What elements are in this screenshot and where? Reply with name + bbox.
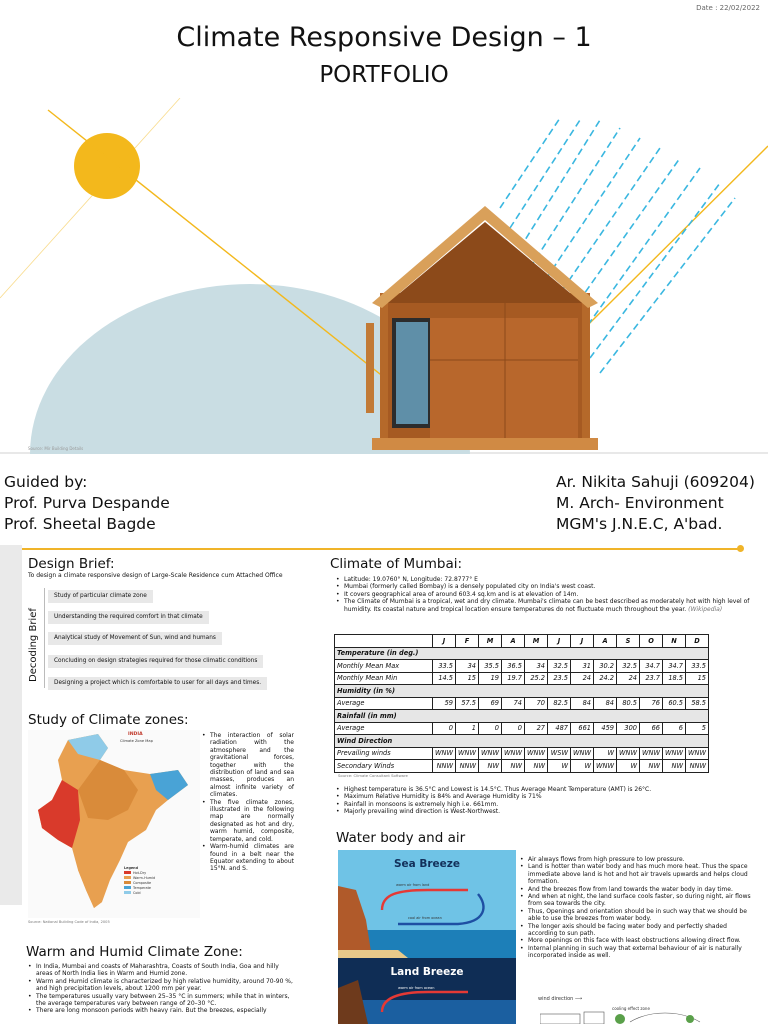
table-cell: WNW (502, 747, 525, 760)
table-cell: 69 (479, 697, 502, 710)
legend-label: Composite (133, 881, 152, 885)
table-cell: 24 (571, 672, 594, 685)
map-subtitle: Climate Zone Map (120, 739, 153, 743)
table-cell: 34.7 (640, 660, 663, 673)
table-cell: 15 (456, 672, 479, 685)
table-cell: WSW (548, 747, 571, 760)
table-cell: 15 (686, 672, 709, 685)
table-section-row (335, 735, 709, 748)
table-cell: 33.5 (433, 660, 456, 673)
climate-zones-bullets (202, 732, 294, 873)
table-cell: WNW (663, 747, 686, 760)
house-illustration (366, 206, 598, 450)
design-brief-text: To design a climate responsive design of Large-Scale Residence cum Attached Office (28, 572, 283, 579)
table-row (335, 722, 709, 735)
list-item: • And the breezes flow from land towards the water body in day time. (520, 886, 752, 893)
land-top-label: warm air from ocean (398, 986, 435, 990)
table-cell: 34 (456, 660, 479, 673)
list-item: • It covers geographical area of around 603.4 sq.km and is at elevation of 14m. (336, 591, 750, 598)
list-item: • Thus, Openings and orientation should be in such way that we should be able to use the breezes from water body. (520, 908, 752, 923)
map-legend-title: Legend (124, 866, 139, 870)
table-section-row (335, 685, 709, 698)
table-section-row (335, 647, 709, 660)
table-row (335, 760, 709, 773)
breeze-diagram (338, 850, 516, 1024)
table-cell: NW (502, 760, 525, 773)
decoding-brief-label (28, 594, 42, 694)
month-header-cell: M (525, 635, 548, 648)
month-header-cell: J (571, 635, 594, 648)
list-item: • Mumbai (formerly called Bombay) is a densely populated city on India's west coast. (336, 583, 750, 590)
table-cell: 0 (479, 722, 502, 735)
legend-label: Cold (133, 891, 141, 895)
row-label-cell: Secondary Winds (335, 760, 433, 773)
table-cell: 18.5 (663, 672, 686, 685)
table-cell: 76 (640, 697, 663, 710)
table-cell: 661 (571, 722, 594, 735)
table-cell: 1 (456, 722, 479, 735)
brief-item: Designing a project which is comfortable to user for all days and times. (48, 677, 267, 690)
author-name: Ar. Nikita Sahuji (609204) (556, 473, 755, 491)
row-label-cell: Average (335, 722, 433, 735)
breeze-graphic (338, 850, 516, 1024)
table-cell: 70 (525, 697, 548, 710)
map-title: INDIA (128, 732, 143, 737)
table-cell: W (594, 747, 617, 760)
list-item: • Land is hotter than water body and has much more heat. Thus the space immediate above land is hot and hot air travels upwards and helps cloud formation. (520, 863, 752, 885)
arrow-right-icon: ⟶ (574, 996, 583, 1002)
list-item: • The temperatures usually vary between 25–35 °C in summers; while that in winters, the average temperatures vary between range of 20–30 °C. (28, 993, 296, 1008)
table-cell: NW (663, 760, 686, 773)
table-cell: NW (640, 760, 663, 773)
mumbai-title: Climate of Mumbai: (330, 556, 463, 572)
table-cell: W (571, 760, 594, 773)
list-item: • And when at night, the land surface cools faster, so during night, air flows from sea towards the city. (520, 893, 752, 908)
list-item: • Latitude: 19.0760° N, Longitude: 72.8777° E (336, 576, 750, 583)
page-subtitle: PORTFOLIO (319, 62, 449, 88)
list-item: • The longer axis should be facing water body and perfectly shaded according to sun path. (520, 923, 752, 938)
table-cell: 25.2 (525, 672, 548, 685)
list-item: • Air always flows from high pressure to low pressure. (520, 856, 752, 863)
month-header-cell: J (433, 635, 456, 648)
row-label-cell: Average (335, 697, 433, 710)
list-item: • The interaction of solar radiation with the atmosphere and the gravitational forces, together with the distribution of land and sea masses, produces an almost infinite variety of climates. (202, 732, 294, 799)
table-cell: NNW (456, 760, 479, 773)
cooling-zone-sketch (540, 1010, 710, 1024)
table-cell: NNW (686, 760, 709, 773)
sea-bottom-label: cool air from ocean (408, 916, 442, 920)
table-source: Source: Climate Consultant Software (338, 773, 408, 778)
table-section-cell: Humidity (in %) (335, 685, 709, 698)
table-cell: 23.5 (548, 672, 571, 685)
table-cell: WNW (640, 747, 663, 760)
table-cell: 24.2 (594, 672, 617, 685)
list-item: • Rainfall in monsoons is extremely high i.e. 661mm. (336, 801, 750, 808)
table-section-cell: Rainfall (in mm) (335, 710, 709, 723)
list-item: • Maximum Relative Humidity is 84% and Average Humidity is 71% (336, 793, 750, 800)
month-header-cell: N (663, 635, 686, 648)
table-section-row (335, 710, 709, 723)
month-header-cell: D (686, 635, 709, 648)
brief-item: Analytical study of Movement of Sun, wind and humans (48, 632, 222, 645)
month-header-cell: A (594, 635, 617, 648)
guide-name: Prof. Purva Despande (4, 494, 170, 512)
guides-heading: Guided by: (4, 473, 88, 491)
table-cell: WNW (686, 747, 709, 760)
page-title: Climate Responsive Design – 1 (176, 22, 592, 53)
row-label-cell: Monthly Mean Min (335, 672, 433, 685)
water-body-title: Water body and air (336, 830, 466, 846)
author-program: M. Arch- Environment (556, 494, 724, 512)
list-item: • In India, Mumbai and coasts of Maharashtra, Coasts of South India, Goa and hilly areas of North India lies in Warm and Humid zone. (28, 963, 296, 978)
table-cell: 80.5 (617, 697, 640, 710)
table-cell: WNW (433, 747, 456, 760)
month-header-cell: S (617, 635, 640, 648)
table-cell: 14.5 (433, 672, 456, 685)
list-item: • Majorly prevailing wind direction is West-Northwest. (336, 808, 750, 815)
land-breeze-label: Land Breeze (390, 966, 464, 978)
table-cell: 24 (617, 672, 640, 685)
table-cell: WNW (617, 747, 640, 760)
table-cell: 34 (525, 660, 548, 673)
table-cell: 487 (548, 722, 571, 735)
table-row (335, 672, 709, 685)
table-cell: 74 (502, 697, 525, 710)
table-cell: 27 (525, 722, 548, 735)
left-band (0, 545, 22, 905)
table-cell: 5 (686, 722, 709, 735)
table-header-row (335, 635, 709, 648)
table-cell: 459 (594, 722, 617, 735)
table-cell: 31 (571, 660, 594, 673)
row-label-cell: Monthly Mean Max (335, 660, 433, 673)
mumbai-notes (336, 786, 750, 816)
table-cell: 84 (571, 697, 594, 710)
row-label-cell: Prevailing winds (335, 747, 433, 760)
hero-caption: Source: Mir Building Details (28, 446, 84, 451)
map-source: Source: National Building Code of India, 2005 (28, 920, 110, 924)
table-cell: WNW (594, 760, 617, 773)
table-cell: 66 (640, 722, 663, 735)
table-cell: 32.5 (617, 660, 640, 673)
map-legend (124, 866, 184, 896)
table-cell: W (617, 760, 640, 773)
wiki-citation: (Wikipedia) (688, 605, 723, 613)
month-header-cell: F (456, 635, 479, 648)
table-cell: W (548, 760, 571, 773)
divider-line (0, 548, 742, 550)
design-brief-title: Design Brief: (28, 556, 115, 572)
table-cell: 36.5 (502, 660, 525, 673)
table-cell: 0 (502, 722, 525, 735)
table-cell: WNW (571, 747, 594, 760)
climate-zones-title: Study of Climate zones: (28, 712, 189, 728)
climate-table (334, 634, 709, 773)
month-header-cell: M (479, 635, 502, 648)
table-cell: 84 (594, 697, 617, 710)
table-cell: 34.7 (663, 660, 686, 673)
list-item: • There are long monsoon periods with heavy rain. But the breezes, especially (28, 1007, 296, 1014)
brief-item: Understanding the required comfort in that climate (48, 611, 209, 624)
hero-illustration (0, 98, 768, 454)
month-header-cell: O (640, 635, 663, 648)
list-item: • Internal planning in such way that external behaviour of air is naturally incorporated inside as well. (520, 945, 752, 960)
table-cell: 59 (433, 697, 456, 710)
legend-label: Warm-Humid (133, 876, 156, 880)
table-cell: 19 (479, 672, 502, 685)
warm-humid-title: Warm and Humid Climate Zone: (26, 944, 243, 960)
table-row (335, 747, 709, 760)
author-college: MGM's J.N.E.C, A'bad. (556, 515, 723, 533)
table-corner-cell (335, 635, 433, 648)
sea-breeze-label: Sea Breeze (393, 858, 461, 870)
month-header-cell: A (502, 635, 525, 648)
table-cell: NW (525, 760, 548, 773)
mumbai-climate-text: The Climate of Mumbai is a tropical, wet and dry climate. Mumbai's climate can be best described as moderately hot with high level of humidity. Its coastal nature and tropical location ensure temperatures do not fluctuate much throughout the year. (344, 598, 750, 613)
table-cell: 19.7 (502, 672, 525, 685)
table-cell: 60.5 (663, 697, 686, 710)
table-cell: 57.5 (456, 697, 479, 710)
table-cell: NW (479, 760, 502, 773)
table-cell: 30.2 (594, 660, 617, 673)
table-cell: 32.5 (548, 660, 571, 673)
table-cell: NNW (433, 760, 456, 773)
author-block (556, 472, 755, 535)
table-section-cell: Wind Direction (335, 735, 709, 748)
table-cell: WNW (525, 747, 548, 760)
brief-bracket (44, 588, 45, 688)
legend-label: Hot-Dry (133, 871, 147, 875)
wind-label-text: wind direction (538, 996, 574, 1002)
list-item: • More openings on this face with least obstructions allowing direct flow. (520, 937, 752, 944)
table-section-cell: Temperature (in deg.) (335, 647, 709, 660)
sun-icon (74, 133, 140, 199)
cooling-zone-label: cooling effect zone (612, 1006, 650, 1011)
table-cell: 6 (663, 722, 686, 735)
list-item: • The five climate zones, illustrated in the following map are normally designated as hot and dry, warm humid, composite, temperate, and cold. (202, 799, 294, 843)
list-item: • Highest temperature is 36.5°C and Lowest is 14.5°C. Thus Average Meant Temperature (AMT) is 26°C. (336, 786, 750, 793)
guide-name: Prof. Sheetal Bagde (4, 515, 156, 533)
guides-block (4, 472, 170, 535)
water-body-bullets (520, 856, 752, 960)
decoding-brief-text: Decoding Brief (28, 608, 39, 682)
month-header-cell: J (548, 635, 571, 648)
brief-item: Concluding on design strategies required for those climatic conditions (48, 655, 263, 668)
list-item: • Warm-humid climates are found in a belt near the Equator extending to about 15°N. and S. (202, 843, 294, 873)
table-cell: WNW (456, 747, 479, 760)
legend-item (124, 891, 184, 896)
mumbai-bullets (336, 576, 750, 613)
sea-top-label: warm air from land (396, 883, 430, 887)
brief-item: Study of particular climate zone (48, 590, 153, 603)
wind-direction-label (538, 996, 582, 1002)
table-cell: 35.5 (479, 660, 502, 673)
india-climate-map (28, 730, 200, 918)
table-cell: 0 (433, 722, 456, 735)
table-cell: 33.5 (686, 660, 709, 673)
warm-humid-bullets (28, 963, 296, 1015)
table-row (335, 697, 709, 710)
table-cell: WNW (479, 747, 502, 760)
table-row (335, 660, 709, 673)
table-cell: 300 (617, 722, 640, 735)
divider-dot (737, 545, 744, 552)
legend-label: Temperate (133, 886, 152, 890)
list-item: • Warm and Humid climate is characterized by high relative humidity, around 70-90 %, and high precipitation levels, about 1200 mm per year. (28, 978, 296, 993)
table-cell: 23.7 (640, 672, 663, 685)
list-item (336, 598, 750, 613)
table-cell: 58.5 (686, 697, 709, 710)
date-label: Date : 22/02/2022 (696, 4, 760, 12)
table-cell: 82.5 (548, 697, 571, 710)
